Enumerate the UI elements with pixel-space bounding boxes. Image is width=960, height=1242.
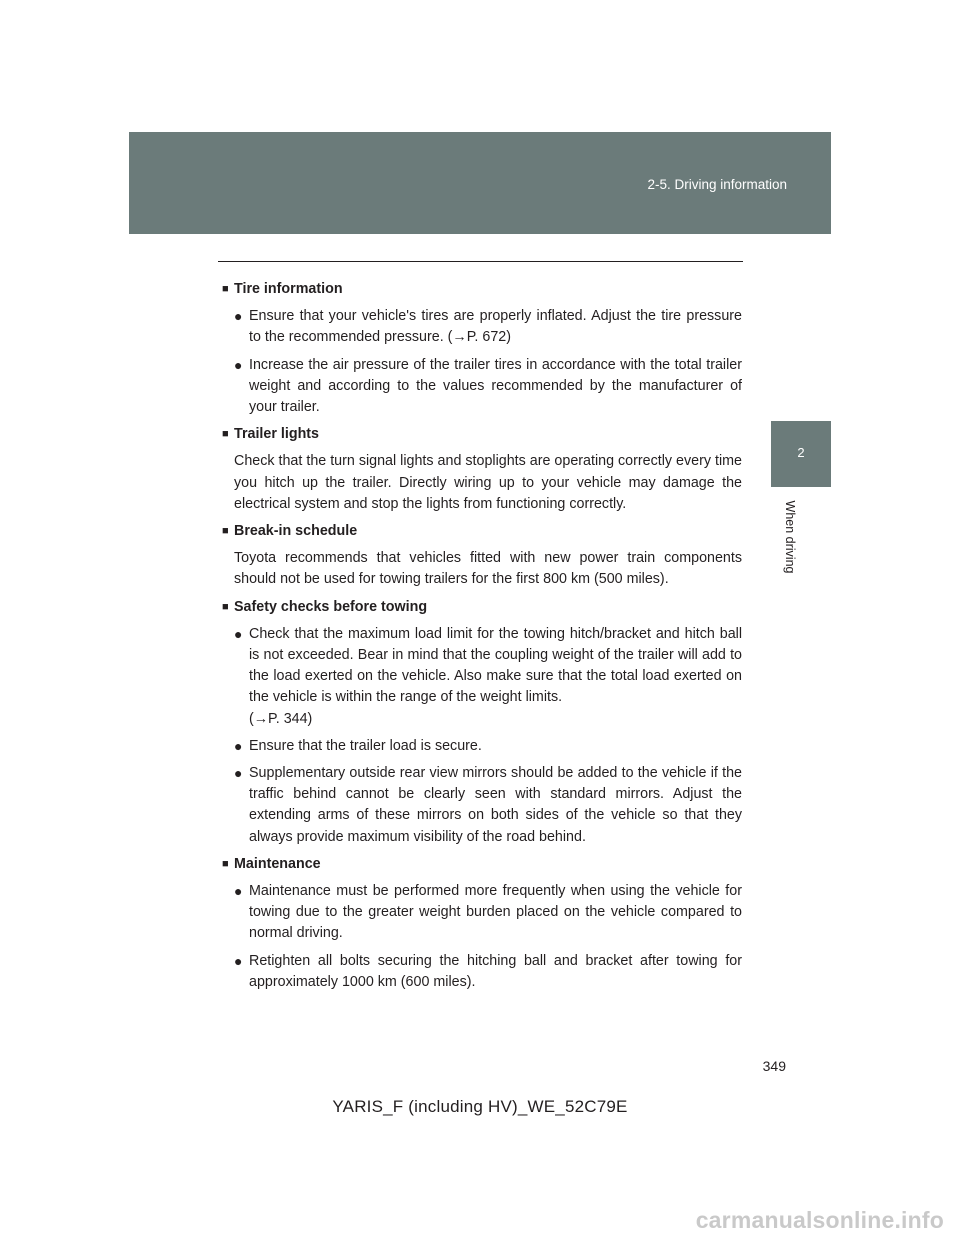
square-bullet-icon: ■ bbox=[222, 283, 229, 295]
round-bullet-icon: ● bbox=[234, 952, 243, 969]
manual-content bbox=[220, 279, 742, 999]
round-bullet-icon: ● bbox=[234, 308, 243, 325]
section-heading: ■ Maintenance bbox=[220, 854, 742, 875]
round-bullet-icon: ● bbox=[234, 356, 243, 373]
document-code: YARIS_F (including HV)_WE_52C79E bbox=[332, 1097, 628, 1116]
section-heading: ■ Tire information bbox=[220, 279, 742, 300]
bullet-item: ● Increase the air pressure of the trailer tires in accordance with the total trailer weight and according to the values recommended by the manufacturer of your trailer. bbox=[234, 356, 742, 416]
round-bullet-icon: ● bbox=[234, 625, 243, 642]
chapter-label: When driving bbox=[783, 500, 797, 574]
bullet-item: ● Ensure that the trailer load is secure. bbox=[220, 736, 742, 757]
header-band bbox=[129, 132, 831, 234]
square-bullet-icon: ■ bbox=[222, 525, 229, 538]
round-bullet-icon: ● bbox=[234, 737, 243, 754]
round-bullet-icon: ● bbox=[234, 765, 243, 782]
section-paragraph: Toyota recommends that vehicles fitted with new power train components should not be used for towing trailers for the first 800 km (500 miles). bbox=[234, 550, 742, 588]
round-bullet-icon: ● bbox=[234, 883, 243, 900]
chapter-tab bbox=[771, 421, 831, 487]
watermark: carmanualsonline.info bbox=[695, 1207, 944, 1233]
content-divider bbox=[218, 261, 743, 262]
bullet-item: ● Supplementary outside rear view mirrors should be added to the vehicle if the traffic behind cannot be clearly seen with standard mirrors. Adjust the extending arms of these mirrors on both sides of the vehicle so that they always provide maximum visibility of the road behind. bbox=[234, 765, 742, 845]
page-number: 349 bbox=[762, 1058, 786, 1074]
square-bullet-icon: ■ bbox=[222, 600, 229, 613]
chapter-label-wrap bbox=[771, 492, 809, 582]
bullet-item: ● Retighten all bolts securing the hitching ball and bracket after towing for approximately 1000 km (600 miles). bbox=[234, 952, 742, 990]
square-bullet-icon: ■ bbox=[222, 428, 229, 441]
chapter-number: 2 bbox=[797, 445, 805, 460]
section-title: 2-5. Driving information bbox=[647, 177, 787, 192]
bullet-item: ● Maintenance must be performed more frequently when using the vehicle for towing due to the greater weight burden placed on the vehicle compared to normal driving. bbox=[234, 883, 742, 942]
page-reference: (→P. 344) bbox=[249, 710, 313, 727]
section-heading: ■ Safety checks before towing bbox=[220, 597, 742, 618]
section-heading: ■ Break-in schedule bbox=[220, 521, 742, 542]
square-bullet-icon: ■ bbox=[222, 857, 229, 870]
bullet-item: ● Ensure that your vehicle's tires are properly inflated. Adjust the tire pressure to the recommended pressure. (→P. 672) bbox=[234, 308, 742, 346]
section-heading: ■ Trailer lights bbox=[220, 424, 742, 445]
bullet-item: ● Check that the maximum load limit for the towing hitch/bracket and hitch ball is not exceeded. Bear in mind that the coupling weight of the trailer will add to the load exerted on the vehicle. Also make sure that the total load exerted on the vehicle is within the range of the weight limits. (→P. 344) bbox=[234, 625, 742, 727]
section-paragraph: Check that the turn signal lights and stoplights are operating correctly every time you hitch up the trailer. Directly wiring up to your vehicle may damage the electrical system and stop the lights from functioning correctly. bbox=[234, 453, 742, 512]
